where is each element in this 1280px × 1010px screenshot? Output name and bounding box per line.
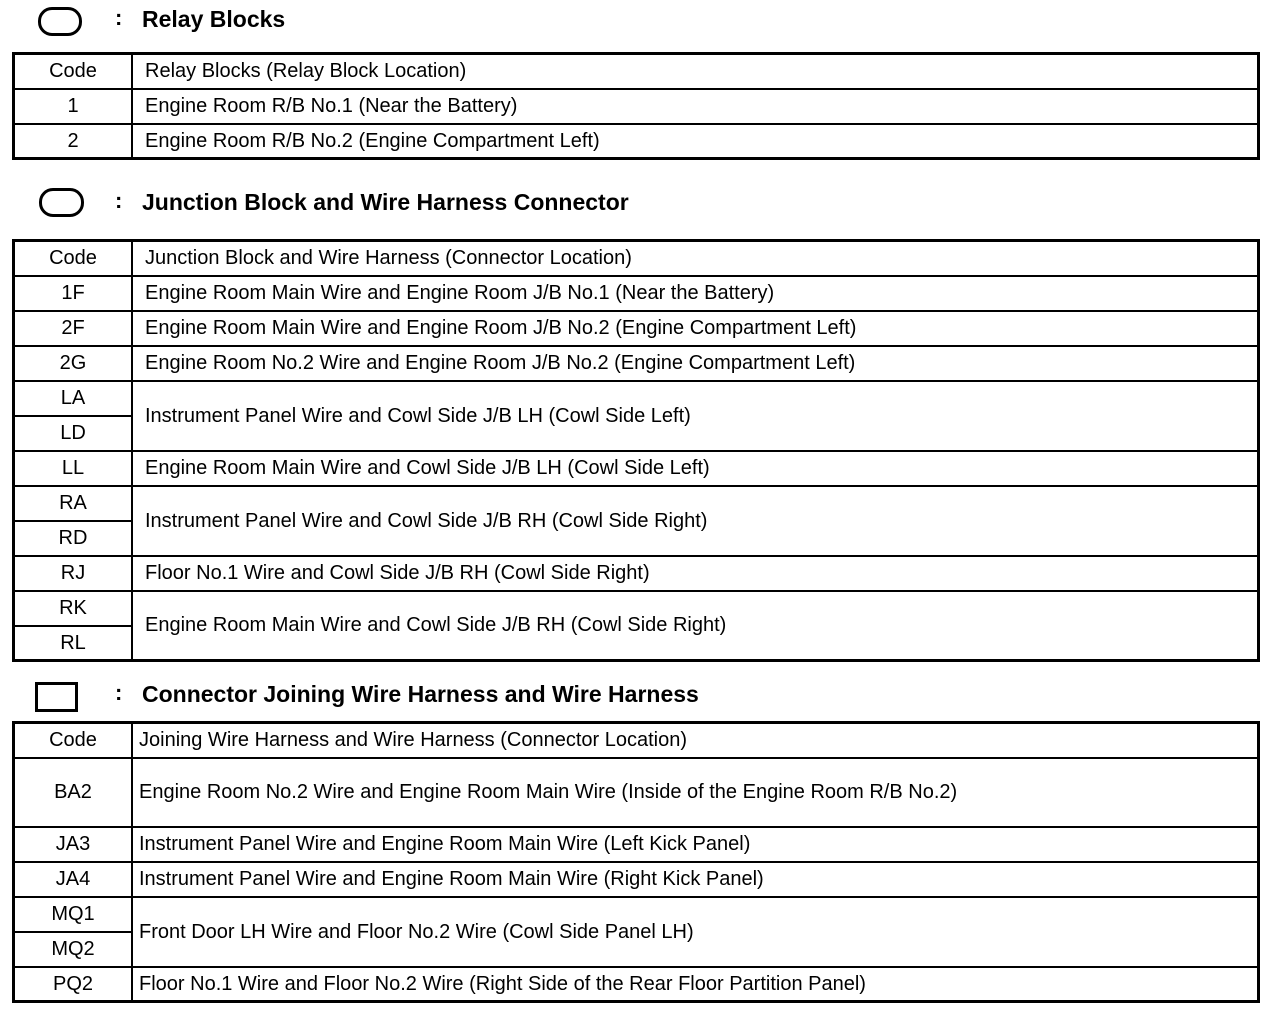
table-row: [14, 451, 1259, 486]
connector-joining-section: [0, 676, 1280, 995]
heading-colon: :: [115, 188, 123, 213]
section-title: Junction Block and Wire Harness Connector: [142, 189, 629, 215]
section-heading: [0, 676, 1280, 716]
description-cell: Engine Room Main Wire and Cowl Side J/B RH (Cowl Side Right): [132, 591, 1259, 661]
code-column-header: Code: [14, 241, 133, 276]
table-row: [14, 897, 1259, 932]
code-cell: MQ2: [14, 932, 133, 967]
table-row: [14, 556, 1259, 591]
section-heading: [0, 0, 1280, 40]
rounded-rectangle-icon: [39, 188, 84, 217]
description-cell: Engine Room No.2 Wire and Engine Room J/B No.2 (Engine Compartment Left): [132, 346, 1259, 381]
description-cell: Engine Room Main Wire and Engine Room J/B No.2 (Engine Compartment Left): [132, 311, 1259, 346]
code-cell: JA4: [14, 862, 133, 897]
code-cell: RK: [14, 591, 133, 626]
heading-colon: :: [115, 680, 123, 705]
description-column-header: Relay Blocks (Relay Block Location): [132, 54, 1259, 89]
description-cell: Front Door LH Wire and Floor No.2 Wire (Cowl Side Panel LH): [132, 897, 1259, 967]
code-cell: 2G: [14, 346, 133, 381]
table-row: [14, 967, 1259, 1002]
code-cell: JA3: [14, 827, 133, 862]
description-column-header: Joining Wire Harness and Wire Harness (Connector Location): [132, 723, 1259, 758]
section-heading: [0, 183, 1280, 223]
code-column-header: Code: [14, 723, 133, 758]
table-row: [14, 124, 1259, 159]
table-row: [14, 89, 1259, 124]
description-cell: Instrument Panel Wire and Engine Room Main Wire (Right Kick Panel): [132, 862, 1259, 897]
code-cell: LL: [14, 451, 133, 486]
code-cell: 2: [14, 124, 133, 159]
code-cell: 2F: [14, 311, 133, 346]
rounded-rectangle-icon: [38, 7, 82, 36]
code-cell: BA2: [14, 758, 133, 827]
table-row: [14, 311, 1259, 346]
description-cell: Floor No.1 Wire and Cowl Side J/B RH (Cowl Side Right): [132, 556, 1259, 591]
relay-blocks-section: [0, 0, 1280, 152]
relay-blocks-table: [12, 52, 1260, 160]
code-cell: RA: [14, 486, 133, 521]
table-row: [14, 862, 1259, 897]
code-cell: RJ: [14, 556, 133, 591]
description-cell: Engine Room Main Wire and Cowl Side J/B LH (Cowl Side Left): [132, 451, 1259, 486]
table-header-row: [14, 241, 1259, 276]
table-row: [14, 591, 1259, 626]
table-row: [14, 827, 1259, 862]
description-cell: Instrument Panel Wire and Cowl Side J/B LH (Cowl Side Left): [132, 381, 1259, 451]
description-cell: Engine Room R/B No.1 (Near the Battery): [132, 89, 1259, 124]
code-cell: PQ2: [14, 967, 133, 1002]
table-row: [14, 276, 1259, 311]
description-cell: Floor No.1 Wire and Floor No.2 Wire (Right Side of the Rear Floor Partition Panel): [132, 967, 1259, 1002]
table-header-row: [14, 54, 1259, 89]
description-cell: Engine Room Main Wire and Engine Room J/B No.1 (Near the Battery): [132, 276, 1259, 311]
junction-block-table: [12, 239, 1260, 662]
code-cell: 1F: [14, 276, 133, 311]
section-title: Relay Blocks: [142, 6, 286, 32]
table-row: [14, 486, 1259, 521]
table-row: [14, 381, 1259, 416]
code-cell: LD: [14, 416, 133, 451]
table-row: [14, 346, 1259, 381]
description-cell: Engine Room R/B No.2 (Engine Compartment Left): [132, 124, 1259, 159]
connector-joining-table: [12, 721, 1260, 1003]
code-cell: LA: [14, 381, 133, 416]
table-header-row: [14, 723, 1259, 758]
code-cell: 1: [14, 89, 133, 124]
heading-colon: :: [115, 5, 123, 30]
description-column-header: Junction Block and Wire Harness (Connector Location): [132, 241, 1259, 276]
code-cell: RD: [14, 521, 133, 556]
junction-block-section: [0, 183, 1280, 654]
code-cell: MQ1: [14, 897, 133, 932]
description-cell: Engine Room No.2 Wire and Engine Room Main Wire (Inside of the Engine Room R/B No.2): [132, 758, 1259, 827]
table-row: [14, 758, 1259, 827]
description-cell: Instrument Panel Wire and Engine Room Main Wire (Left Kick Panel): [132, 827, 1259, 862]
code-cell: RL: [14, 626, 133, 661]
description-cell: Instrument Panel Wire and Cowl Side J/B RH (Cowl Side Right): [132, 486, 1259, 556]
square-rectangle-icon: [35, 682, 78, 712]
section-title: Connector Joining Wire Harness and Wire Harness: [142, 681, 699, 707]
code-column-header: Code: [14, 54, 133, 89]
